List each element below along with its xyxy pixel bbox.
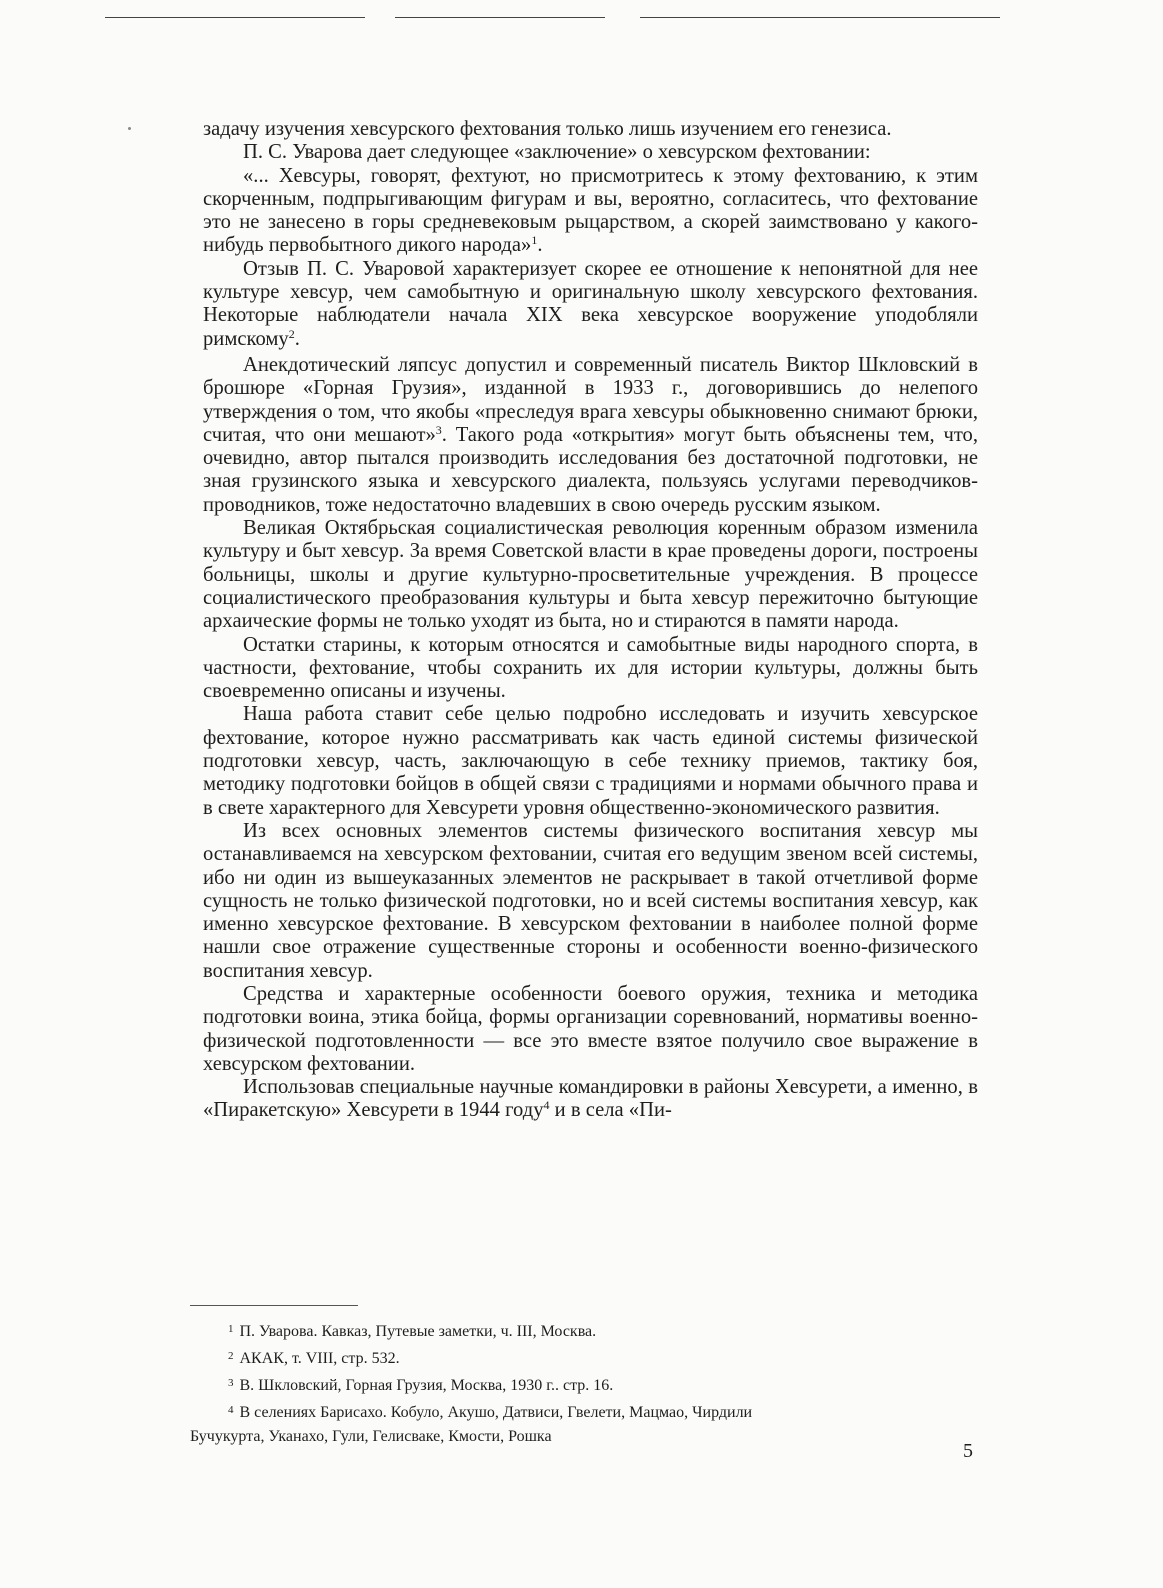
paragraph — [203, 141, 978, 164]
paragraph-text: . Такого рода «открытия» могут быть объяснены тем, что, очевидно, автор пытался производить исследования без достаточной подготовки, не зная грузинского языка и хевсурского диалекта, пользуясь услугами переводчиков-проводников, тоже недостаточно владевших в свою очередь русским языком. — [203, 423, 978, 516]
paragraph — [203, 703, 978, 819]
footnote — [190, 1371, 980, 1398]
paragraph — [203, 820, 978, 983]
paragraph — [203, 354, 978, 517]
footnote — [190, 1344, 980, 1371]
footnote-ref: 4 — [543, 1098, 550, 1113]
paragraph — [203, 258, 978, 351]
paragraph-text: Великая Октябрьская социалистическая революция коренным образом изменила культуру и быт хевсур. За время Советской власти в крае проведены дороги, построены больницы, школы и другие культурно-просветительные учреждения. В процессе социалистического преобразования культуры и быта хевсур пережиточно бытующие архаические формы не только уходят из быта, но и стираются в памяти народа. — [203, 517, 978, 633]
footnote-number: 3 — [228, 1377, 234, 1389]
paragraph-text: П. С. Уварова дает следующее «заключение» о хевсурском фехтовании: — [243, 141, 871, 164]
footnote-number: 2 — [228, 1350, 234, 1362]
main-text — [203, 118, 978, 1123]
margin-speck — [128, 127, 131, 130]
footnote-ref: 2 — [288, 326, 295, 341]
paragraph-text: . — [537, 234, 543, 257]
footnote-separator — [190, 1305, 358, 1306]
paragraph — [203, 634, 978, 704]
paragraph-text: задачу изучения хевсурского фехтования только лишь изучением его генезиса. — [203, 118, 892, 140]
footnote-text: В селениях Барисахо. Кобуло, Акушо, Датвиси, Гвелети, Мацмао, Чирдили — [239, 1404, 753, 1421]
footnote — [190, 1398, 980, 1425]
footnote-number: 4 — [228, 1404, 234, 1416]
paragraph-text: Средства и характерные особенности боевого оружия, техника и методика подготовки воина, этика бойца, формы организации соревнований, нормативы военно-физической подготовленности — все это вместе взятое получило свое выражение в хевсурском фехтовании. — [203, 982, 978, 1075]
paragraph — [203, 118, 978, 141]
footnote-continuation — [190, 1425, 980, 1449]
page-number: 5 — [963, 1440, 973, 1462]
footnote-text: В. Шкловский, Горная Грузия, Москва, 1930 г.. стр. 16. — [239, 1377, 614, 1394]
paragraph-text: . — [294, 327, 300, 350]
footnote-text: П. Уварова. Кавказ, Путевые заметки, ч. III, Москва. — [239, 1323, 597, 1340]
paragraph-text: Наша работа ставит себе целью подробно исследовать и изучить хевсурское фехтование, которое нужно рассматривать как часть единой системы физической подготовки хевсур, часть, заключающую в себе технику приемов, тактику боя, методику подготовки бойцов в общей связи с традициями и нормами обычного права и в свете характерного для Хевсурети уровня общественно-экономического развития. — [203, 703, 978, 819]
paragraph-text: Использовав специальные научные командировки в районы Хевсурети, а именно, в «Пиракетскую» Хевсурети в 1944 году — [203, 1076, 978, 1122]
paragraph-text: и в села «Пи- — [549, 1099, 672, 1122]
paragraph-text: Из всех основных элементов системы физического воспитания хевсур мы останавливаемся на хевсурском фехтовании, считая его ведущим звеном всей системы, ибо ни один из вышеуказанных элементов не раскрывает в такой отчетливой форме сущность не только физической подготовки, но и всей системы воспитания хевсур, как именно хевсурское фехтование. В хевсурском фехтовании в наиболее полной форме нашли свое отражение существенные стороны и особенности военно-физического воспитания хевсур. — [203, 819, 978, 982]
paragraph-text: Отзыв П. С. Уваровой характеризует скорее ее отношение к непонятной для нее культуре хевсур, чем самобытную и оригинальную школу хевсурского фехтования. Некоторые наблюдатели начала XIX века хевсурское вооружение уподобляли римскому — [203, 257, 978, 350]
footnote-text: АКАК, т. VIII, стр. 532. — [239, 1350, 400, 1367]
paragraph-text: Анекдотический ляпсус допустил и современный писатель Виктор Шкловский в брошюре «Горная Грузия», изданной в 1933 г., договорившись до нелепого утверждения о том, что якобы «преследуя врага хевсуры обыкновенно снимают брюки, считая, что они мешают» — [203, 353, 978, 446]
footnotes — [190, 1317, 980, 1449]
paragraph — [203, 983, 978, 1076]
top-edge-rule — [640, 17, 1000, 18]
top-edge-rule — [395, 17, 605, 18]
paragraph-text: «... Хевсуры, говорят, фехтуют, но присмотритесь к этому фехтованию, к этим скорченным, подпрыгивающим фигурам и вы, вероятно, согласитесь, что фехтование это не занесено в горы средневековым рыцарством, а скорей заимствовано у какого-нибудь первобытного дикого народа» — [203, 164, 978, 257]
paragraph-text: Остатки старины, к которым относятся и самобытные виды народного спорта, в частности, фехтование, чтобы сохранить их для истории культуры, должны быть своевременно описаны и изучены. — [203, 633, 978, 703]
footnote — [190, 1317, 980, 1344]
paragraph — [203, 165, 978, 258]
footnote-ref: 1 — [531, 233, 538, 248]
top-edge-rule — [105, 17, 365, 18]
footnote-ref: 3 — [435, 422, 442, 437]
paragraph — [203, 517, 978, 633]
paragraph — [203, 1076, 978, 1123]
footnote-number: 1 — [228, 1323, 234, 1335]
footnote-text: Бучукурта, Уканахо, Гули, Гелисваке, Кмости, Рошка — [190, 1428, 552, 1445]
